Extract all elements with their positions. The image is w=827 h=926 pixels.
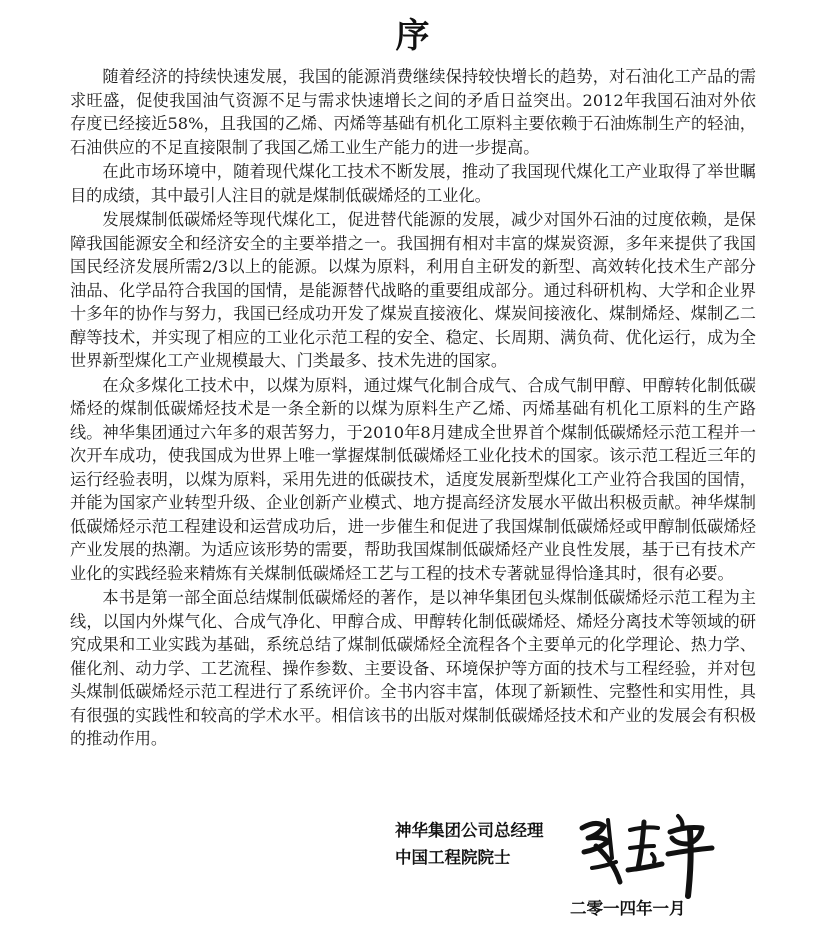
- paragraph-2: 在此市场环境中，随着现代煤化工技术不断发展，推动了我国现代煤化工产业取得了举世瞩目的成绩，其中最引人注目的就是煤制低碳烯烃的工业化。: [70, 162, 756, 205]
- signatory-academy-title: 中国工程院院士: [395, 848, 511, 867]
- preface-body: [70, 65, 756, 752]
- paragraph-1: 随着经济的持续快速发展，我国的能源消费继续保持较快增长的趋势，对石油化工产品的需求旺盛，促使我国油气资源不足与需求快速增长之间的矛盾日益突出。2012年我国石油对外依存度已经接近58%，且我国的乙烯、丙烯等基础有机化工原料主要依赖于石油炼制生产的轻油，石油供应的不足直接限制了我国乙烯工业生产能力的进一步提高。: [70, 67, 756, 157]
- signatory-titles: [395, 817, 544, 871]
- paragraph-3: 发展煤制低碳烯烃等现代煤化工，促进替代能源的发展，减少对国外石油的过度依赖，是保障我国能源安全和经济安全的主要举措之一。我国拥有相对丰富的煤炭资源，多年来提供了我国国民经济发展所需2/3以上的能源。以煤为原料，利用自主研发的新型、高效转化技术生产部分油品、化学品符合我国的国情，是能源替代战略的重要组成部分。通过科研机构、大学和企业界十多年的协作与努力，我国已经成功开发了煤炭直接液化、煤炭间接液化、煤制烯烃、煤制乙二醇等技术，并实现了相应的工业化示范工程的安全、稳定、长周期、满负荷、优化运行，成为全世界新型煤化工产业规模最大、门类最多、技术先进的国家。: [70, 210, 756, 370]
- signature-date: 二零一四年一月: [570, 899, 686, 918]
- preface-title: 序: [395, 16, 432, 56]
- paragraph-5: 本书是第一部全面总结煤制低碳烯烃的著作，是以神华集团包头煤制低碳烯烃示范工程为主线，以国内外煤气化、合成气净化、甲醇合成、甲醇转化制低碳烯烃、烯烃分离技术等领域的研究成果和工业实践为基础，系统总结了煤制低碳烯烃全流程各个主要单元的化学理论、热力学、催化剂、动力学、工艺流程、操作参数、主要设备、环境保护等方面的技术与工程经验，并对包头煤制低碳烯烃示范工程进行了系统评价。全书内容丰富，体现了新颖性、完整性和实用性，具有很强的实践性和较高的学术水平。相信该书的出版对煤制低碳烯烃技术和产业的发展会有积极的推动作用。: [70, 588, 756, 748]
- handwritten-signature: [574, 810, 724, 900]
- paragraph-4: 在众多煤化工技术中，以煤为原料，通过煤气化制合成气、合成气制甲醇、甲醇转化制低碳烯烃的煤制低碳烯烃技术是一条全新的以煤为原料生产乙烯、丙烯基础有机化工原料的生产路线。神华集团通过六年多的艰苦努力，于2010年8月建成全世界首个煤制低碳烯烃示范工程并一次开车成功，使我国成为世界上唯一掌握煤制低碳烯烃工业化技术的国家。该示范工程近三年的运行经验表明，以煤为原料，采用先进的低碳技术，适度发展新型煤化工产业符合我国的国情，并能为国家产业转型升级、企业创新产业模式、地方提高经济发展水平做出积极贡献。神华煤制低碳烯烃示范工程建设和运营成功后，进一步催生和促进了我国煤制低碳烯烃或甲醇制低碳烯烃产业发展的热潮。为适应该形势的需要，帮助我国煤制低碳烯烃产业良性发展，基于已有技术产业化的实践经验来精炼有关煤制低碳烯烃工艺与工程的技术专著就显得恰逢其时，很有必要。: [70, 375, 756, 583]
- signatory-position: 神华集团公司总经理: [395, 821, 544, 840]
